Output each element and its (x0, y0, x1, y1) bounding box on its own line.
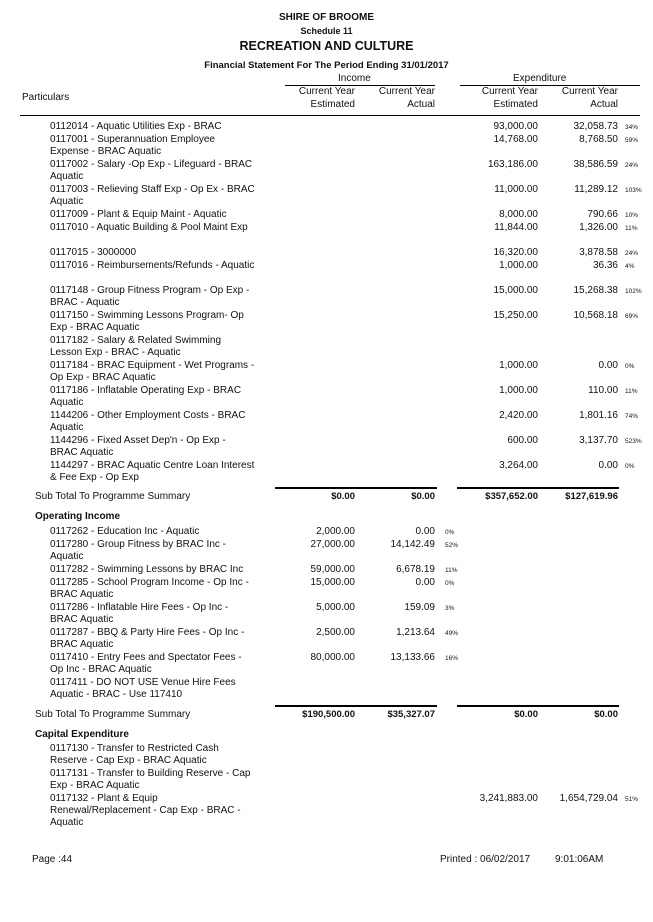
row-percent: 523% (625, 438, 642, 445)
row-percent: 11% (625, 388, 638, 395)
row-description: 0117184 - BRAC Equipment - Wet Programs - Op Exp - BRAC Aquatic (50, 360, 255, 383)
row-description: 1144296 - Fixed Asset Dep'n - Op Exp - BRAC Aquatic (50, 435, 226, 458)
row-percent: 0% (625, 463, 635, 470)
subtotal2-label: Sub Total To Programme Summary (35, 709, 191, 720)
subtotal1-label: Sub Total To Programme Summary (35, 491, 191, 502)
row-inc-actual: 0.00 (415, 577, 435, 588)
row-inc-estimated: 27,000.00 (310, 539, 355, 550)
row-description: 0117282 - Swimming Lessons by BRAC Inc (50, 564, 244, 575)
row-exp-estimated: 11,844.00 (494, 222, 538, 233)
row-description: 0117001 - Superannuation Employee Expense - BRAC Aquatic (50, 134, 215, 157)
expenditure-rule (460, 85, 640, 86)
row-percent: 69% (625, 313, 639, 320)
operating-income-heading: Operating Income (35, 511, 121, 522)
page-title: RECREATION AND CULTURE (239, 39, 414, 53)
row-inc-actual: 1,213.64 (396, 627, 435, 638)
row-description: 0117280 - Group Fitness by BRAC Inc - Aquatic (50, 539, 227, 562)
row-percent: 59% (625, 137, 639, 144)
row-description: 0117262 - Education Inc - Aquatic (50, 526, 200, 537)
row-exp-actual: 32,058.73 (573, 121, 618, 132)
row-inc-actual: 14,142.49 (390, 539, 435, 550)
row-inc-estimated: 59,000.00 (310, 564, 355, 575)
row-exp-estimated: 3,241,883.00 (479, 793, 538, 804)
row-percent: 11% (445, 567, 458, 574)
row-inc-estimated: 5,000.00 (316, 602, 355, 613)
row-description: 0117287 - BBQ & Party Hire Fees - Op Inc - BRAC Aquatic (50, 627, 245, 650)
page-subtitle: Financial Statement For The Period Ending 31/01/2017 (204, 60, 449, 71)
row-description: 0117286 - Inflatable Hire Fees - Op Inc - BRAC Aquatic (50, 602, 229, 625)
subtotal1-exp-est: $357,652.00 (485, 491, 538, 502)
row-percent: 74% (625, 413, 639, 420)
row-percent: 0% (445, 529, 455, 536)
row-exp-actual: 3,137.70 (579, 435, 618, 446)
row-exp-actual: 11,289.12 (574, 184, 618, 195)
row-inc-estimated: 2,000.00 (316, 526, 355, 537)
row-description: 1144206 - Other Employment Costs - BRAC Aquatic (50, 410, 246, 433)
header-rule (20, 115, 640, 116)
subtotal2-exp-est: $0.00 (514, 709, 538, 720)
exp-est-heading-1: Current Year (481, 86, 538, 97)
row-description: 0117186 - Inflatable Operating Exp - BRAC Aquatic (50, 385, 242, 408)
row-percent: 51% (625, 796, 639, 803)
row-description: 0117131 - Transfer to Building Reserve - Cap Exp - BRAC Aquatic (50, 768, 251, 791)
row-description: 0117130 - Transfer to Restricted Cash Reserve - Cap Exp - BRAC Aquatic (50, 743, 219, 766)
row-percent: 34% (625, 124, 639, 131)
row-inc-estimated: 15,000.00 (310, 577, 355, 588)
inc-est-heading-1: Current Year (298, 86, 355, 97)
row-exp-estimated: 15,250.00 (493, 310, 538, 321)
row-exp-estimated: 16,320.00 (493, 247, 538, 258)
row-percent: 11% (625, 225, 638, 232)
row-percent: 0% (625, 363, 635, 370)
row-exp-actual: 10,568.18 (573, 310, 618, 321)
row-percent: 24% (625, 250, 639, 257)
row-description: 0112014 - Aquatic Utilities Exp - BRAC (50, 121, 222, 132)
printed-time: 9:01:06AM (555, 854, 604, 865)
row-inc-actual: 159.09 (404, 602, 435, 613)
inc-est-heading-2: Estimated (310, 99, 355, 110)
row-exp-actual: 8,768.50 (579, 134, 618, 145)
row-exp-actual: 0.00 (598, 460, 618, 471)
row-exp-estimated: 1,000.00 (499, 385, 538, 396)
row-percent: 10% (625, 212, 639, 219)
row-inc-actual: 0.00 (415, 526, 435, 537)
schedule-label: Schedule 11 (300, 26, 353, 36)
row-description: 0117148 - Group Fitness Program - Op Exp - BRAC - Aquatic (50, 285, 250, 308)
row-description: 0117411 - DO NOT USE Venue Hire Fees Aquatic - BRAC - Use 117410 (50, 677, 236, 700)
subtotal2-inc-act: $35,327.07 (387, 709, 435, 720)
row-description: 0117010 - Aquatic Building & Pool Maint Exp (50, 222, 248, 233)
subtotal1-expense-rule (457, 487, 619, 489)
row-exp-estimated: 14,768.00 (493, 134, 538, 145)
particulars-heading: Particulars (22, 92, 70, 103)
row-exp-estimated: 3,264.00 (499, 460, 538, 471)
row-exp-estimated: 2,420.00 (499, 410, 538, 421)
subtotal2-exp-act: $0.00 (594, 709, 618, 720)
row-exp-estimated: 1,000.00 (499, 260, 538, 271)
row-description: 1144297 - BRAC Aquatic Centre Loan Interest & Fee Exp - Op Exp (50, 460, 255, 483)
subtotal2-inc-est: $190,500.00 (302, 709, 355, 720)
row-description: 0117009 - Plant & Equip Maint - Aquatic (50, 209, 227, 220)
capital-expenditure-heading: Capital Expenditure (35, 729, 129, 740)
subtotal2-expense-rule (457, 705, 619, 707)
row-exp-actual: 1,654,729.04 (559, 793, 618, 804)
row-description: 0117150 - Swimming Lessons Program- Op Exp - BRAC Aquatic (50, 310, 244, 333)
page-number: Page :44 (32, 854, 73, 865)
subtotal1-exp-act: $127,619.96 (565, 491, 618, 502)
row-percent: 103% (625, 187, 642, 194)
row-exp-estimated: 11,000.00 (494, 184, 538, 195)
row-inc-actual: 13,133.66 (390, 652, 435, 663)
subtotal1-inc-act: $0.00 (411, 491, 435, 502)
row-exp-actual: 1,801.16 (579, 410, 618, 421)
row-percent: 3% (445, 605, 455, 612)
row-exp-estimated: 8,000.00 (499, 209, 538, 220)
expenditure-heading: Expenditure (513, 73, 567, 84)
printed-date: Printed : 06/02/2017 (440, 854, 531, 865)
inc-act-heading-1: Current Year (378, 86, 435, 97)
row-percent: 102% (625, 288, 642, 295)
row-exp-actual: 15,268.38 (573, 285, 618, 296)
exp-act-heading-1: Current Year (561, 86, 618, 97)
row-description: 0117132 - Plant & Equip Renewal/Replacement - Cap Exp - BRAC - Aquatic (50, 793, 241, 828)
row-description: 0117410 - Entry Fees and Spectator Fees - Op Inc - BRAC Aquatic (50, 652, 242, 675)
row-percent: 52% (445, 542, 459, 549)
row-exp-estimated: 15,000.00 (493, 285, 538, 296)
row-description: 0117285 - School Program Income - Op Inc - BRAC Aquatic (50, 577, 249, 600)
row-exp-estimated: 1,000.00 (499, 360, 538, 371)
row-exp-actual: 36.36 (592, 260, 618, 271)
exp-act-heading-2: Actual (590, 99, 618, 110)
row-exp-actual: 38,586.59 (573, 159, 618, 170)
row-exp-actual: 1,326.00 (579, 222, 618, 233)
row-exp-estimated: 93,000.00 (493, 121, 538, 132)
row-description: 0117015 - 3000000 (50, 247, 137, 258)
income-rule (285, 85, 435, 86)
row-percent: 0% (445, 580, 455, 587)
row-inc-estimated: 80,000.00 (310, 652, 355, 663)
exp-est-heading-2: Estimated (493, 99, 538, 110)
row-exp-actual: 110.00 (588, 385, 618, 396)
row-percent: 24% (625, 162, 639, 169)
org-name: SHIRE OF BROOME (278, 12, 374, 23)
row-description: 0117016 - Reimbursements/Refunds - Aquatic (50, 260, 255, 271)
row-exp-estimated: 163,186.00 (487, 159, 538, 170)
subtotal2-income-rule (275, 705, 437, 707)
row-percent: 16% (445, 655, 459, 662)
row-exp-estimated: 600.00 (507, 435, 538, 446)
row-inc-estimated: 2,500.00 (316, 627, 355, 638)
row-inc-actual: 6,678.19 (396, 564, 435, 575)
subtotal1-income-rule (275, 487, 437, 489)
row-exp-actual: 790.66 (587, 209, 618, 220)
income-heading: Income (338, 73, 371, 84)
row-exp-actual: 3,878.58 (579, 247, 618, 258)
row-description: 0117182 - Salary & Related Swimming Lesson Exp - BRAC - Aquatic (50, 335, 222, 358)
inc-act-heading-2: Actual (407, 99, 435, 110)
row-exp-actual: 0.00 (598, 360, 618, 371)
row-description: 0117003 - Relieving Staff Exp - Op Ex - BRAC Aquatic (50, 184, 255, 207)
row-percent: 4% (625, 263, 635, 270)
row-description: 0117002 - Salary -Op Exp - Lifeguard - BRAC Aquatic (50, 159, 253, 182)
row-percent: 49% (445, 630, 459, 637)
subtotal1-inc-est: $0.00 (331, 491, 355, 502)
